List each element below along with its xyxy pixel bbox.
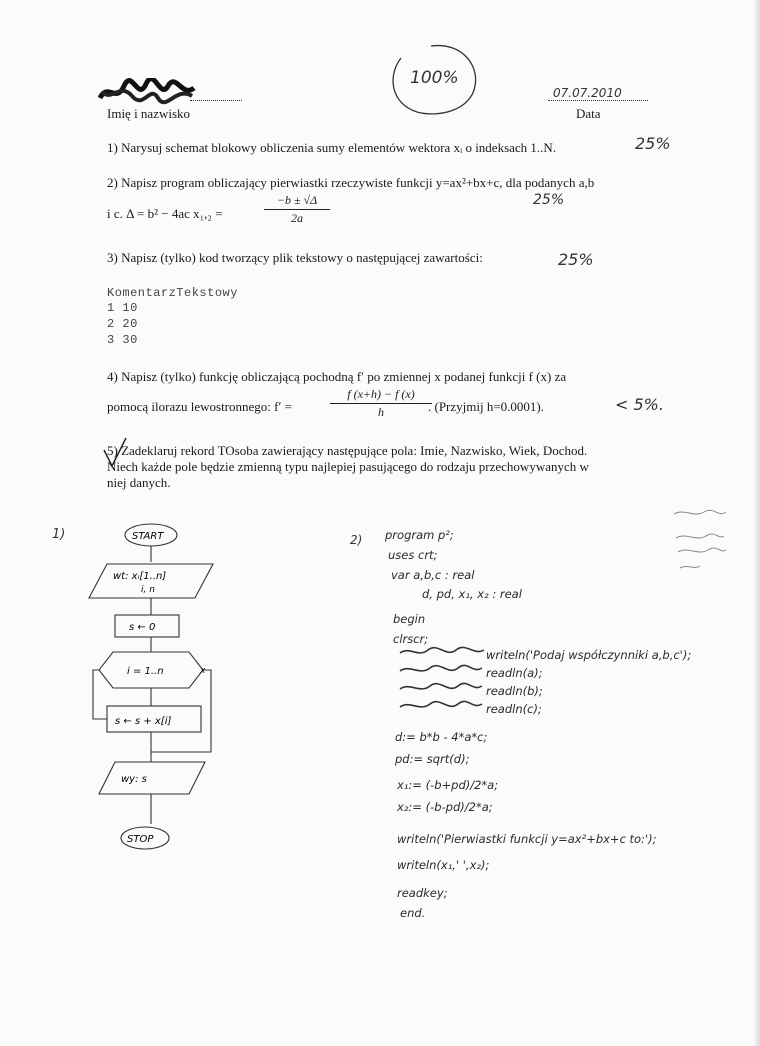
code-scribbles bbox=[396, 644, 488, 714]
code-line-12: pd:= sqrt(d); bbox=[395, 752, 470, 766]
code-line-7: writeln('Podaj współczynniki a,b,c'); bbox=[486, 648, 692, 662]
flowchart-input-text: wt: xᵢ[1..n] bbox=[113, 571, 167, 582]
flowchart-start-text: START bbox=[132, 531, 164, 542]
code-line-2: uses crt; bbox=[388, 548, 438, 562]
formula-2-numerator: −b ± √Δ bbox=[276, 193, 318, 207]
code-line-6: clrscr; bbox=[393, 632, 429, 646]
flowchart bbox=[85, 520, 225, 860]
code-line-10: readln(c); bbox=[486, 702, 542, 716]
code-line-15: writeln('Pierwiastki funkcji y=ax²+bx+c to:'); bbox=[397, 832, 657, 846]
task-5-text-3: niej danych. bbox=[107, 475, 171, 490]
flowchart-assign-text: s ← 0 bbox=[129, 622, 156, 633]
code-line-13: x₁:= (-b+pd)/2*a; bbox=[397, 778, 499, 792]
code-line-16: writeln(x₁,' ',x₂); bbox=[397, 858, 490, 872]
flowchart-loop-text: i = 1..n bbox=[127, 666, 164, 677]
flowchart-output-shape bbox=[99, 762, 205, 794]
code-line-3: var a,b,c : real bbox=[391, 568, 475, 582]
name-label: Imię i nazwisko bbox=[107, 106, 191, 121]
task-5-check-mark bbox=[102, 436, 128, 470]
formula-2-denominator: 2a bbox=[291, 211, 303, 225]
formula-4-bar bbox=[330, 403, 432, 404]
date-dotline bbox=[548, 100, 648, 101]
answer-2-label: 2) bbox=[350, 533, 363, 547]
formula-4-fraction bbox=[330, 387, 432, 420]
formula-4-numerator: f (x+h) − f (x) bbox=[347, 387, 415, 401]
task-4-text: 4) Napisz (tylko) funkcję obliczającą pochodną f′ po zmiennej x podanej funkcji f (x) za bbox=[107, 369, 567, 384]
task-3-grade: 25% bbox=[558, 250, 594, 269]
code-line-18: end. bbox=[400, 906, 426, 920]
date-label: Data bbox=[576, 106, 601, 121]
code-line-17: readkey; bbox=[397, 886, 448, 900]
task-1-grade: 25% bbox=[635, 134, 671, 153]
code-line-8: readln(a); bbox=[486, 666, 543, 680]
file-row-1: 1 10 bbox=[107, 301, 138, 315]
task-5-text-2: Niech każde pole będzie zmienną typu najlepiej pasującego do rodzaju przechowywanych w bbox=[107, 459, 589, 474]
name-dotline bbox=[190, 100, 242, 101]
task-2-grade: 25% bbox=[533, 192, 565, 208]
task-1-text: 1) Narysuj schemat blokowy obliczenia sumy elementów wektora xᵢ o indeksach 1..N. bbox=[107, 140, 557, 155]
task-2-text-2: i c. Δ = b² − 4ac x₁,₂ = bbox=[107, 206, 223, 221]
file-header-line: KomentarzTekstowy bbox=[107, 286, 238, 300]
name-scribble bbox=[98, 78, 198, 106]
formula-2-fraction bbox=[264, 193, 330, 226]
margin-smudges bbox=[670, 508, 730, 576]
task-3-text: 3) Napisz (tylko) kod tworzący plik tekstowy o następującej zawartości: bbox=[107, 250, 483, 265]
formula-4-denominator: h bbox=[378, 405, 384, 419]
file-row-3: 3 30 bbox=[107, 333, 138, 347]
code-line-11: d:= b*b - 4*a*c; bbox=[395, 730, 488, 744]
file-row-2: 2 20 bbox=[107, 317, 138, 331]
scan-edge bbox=[754, 0, 760, 1046]
flowchart-input-text-2: i, n bbox=[141, 585, 155, 595]
task-4-text-3: . (Przyjmij h=0.0001). bbox=[428, 399, 545, 414]
flowchart-sum-text: s ← s + x[i] bbox=[115, 716, 172, 727]
code-line-9: readln(b); bbox=[486, 684, 543, 698]
date-value: 07.07.2010 bbox=[553, 86, 622, 100]
task-4-text-2: pomocą ilorazu lewostronnego: f′ = bbox=[107, 399, 292, 414]
flowchart-loop-x-text: x bbox=[200, 666, 206, 676]
task-4-grade: < 5%. bbox=[615, 395, 664, 414]
flowchart-stop-text: STOP bbox=[127, 834, 154, 845]
code-line-14: x₂:= (-b-pd)/2*a; bbox=[397, 800, 493, 814]
task-2-text: 2) Napisz program obliczający pierwiastki rzeczywiste funkcji y=ax²+bx+c, dla podanych a,b bbox=[107, 175, 595, 190]
code-line-4: d, pd, x₁, x₂ : real bbox=[422, 587, 522, 601]
task-5-text: 5) Zadeklaruj rekord TOsoba zawierający następujące pola: Imie, Nazwisko, Wiek, Dochod. bbox=[107, 443, 588, 458]
code-line-5: begin bbox=[393, 612, 426, 626]
score-value: 100% bbox=[410, 68, 459, 88]
flowchart-output-text: wy: s bbox=[121, 774, 147, 785]
code-line-1: program p²; bbox=[385, 528, 454, 542]
formula-2-bar bbox=[264, 209, 330, 210]
answer-1-label: 1) bbox=[52, 527, 66, 542]
